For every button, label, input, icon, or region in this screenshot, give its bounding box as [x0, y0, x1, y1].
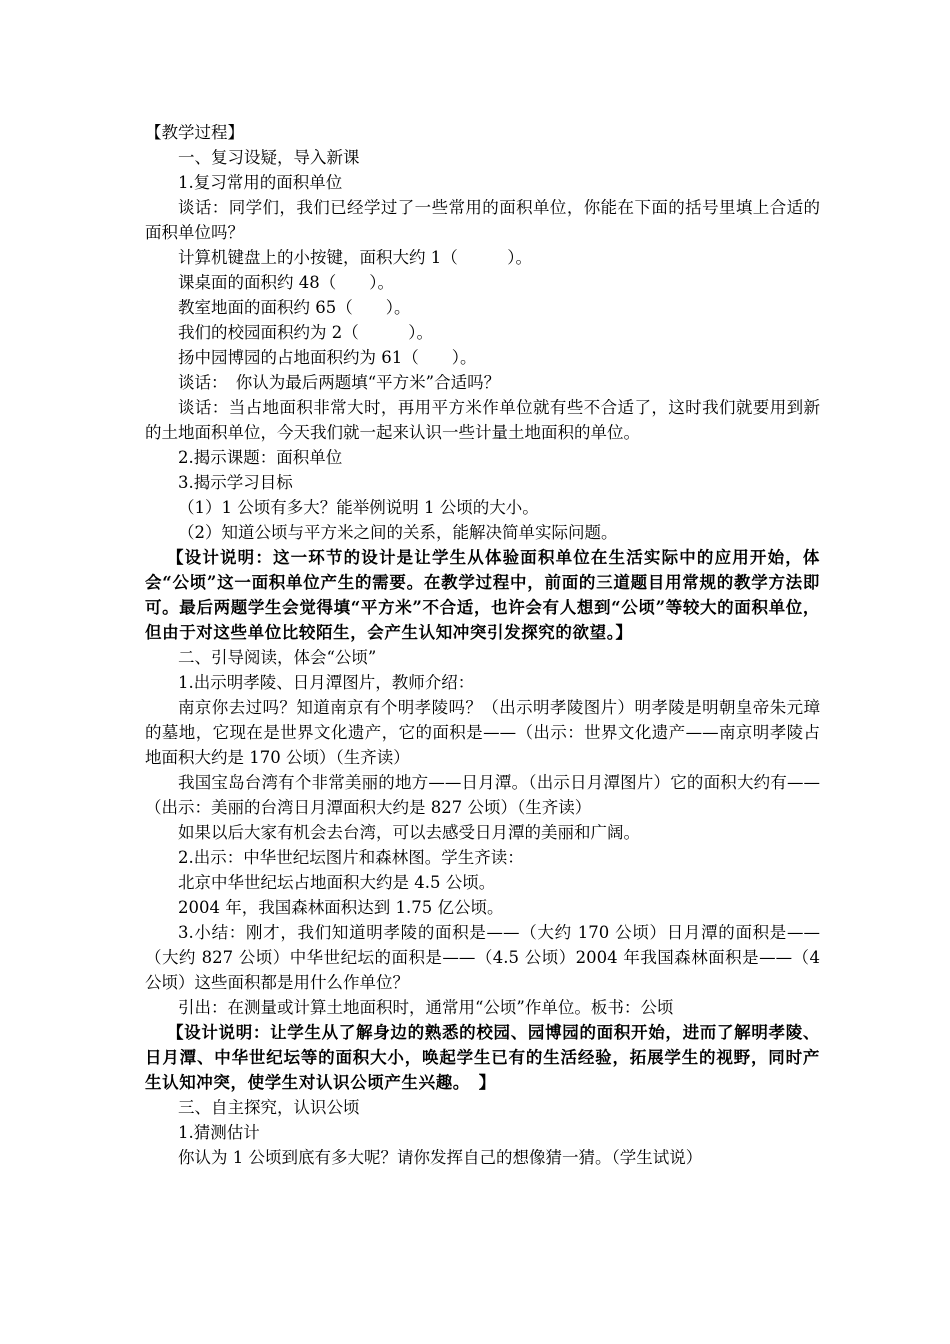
paragraph: 你认为 1 公顷到底有多大呢？请你发挥自己的想像猜一猜。（学生试说）: [178, 1148, 703, 1167]
paragraph: 南京你去过吗？知道南京有个明孝陵吗？（出示明孝陵图片）明孝陵是明朝皇帝朱元璋的墓地，它现在是世界文化遗产，它的面积是——（出示：世界文化遗产——南京明孝陵占地面积大约是 170 公顷）（生齐读）: [145, 698, 820, 767]
paragraph: 我国宝岛台湾有个非常美丽的地方——日月潭。（出示日月潭图片）它的面积大约有——（出示：美丽的台湾日月潭面积大约是 827 公顷）（生齐读）: [145, 773, 820, 817]
subheading-reading: 二、引导阅读，体会“公顷”: [178, 648, 377, 667]
exercise-item: 扬中园博园的占地面积约为 61（ ）。: [178, 348, 477, 367]
exercise-item: 我们的校园面积约为 2（ ）。: [178, 323, 433, 342]
paragraph: 2.出示：中华世纪坛图片和森林图。学生齐读：: [178, 848, 524, 867]
subheading-explore: 三、自主探究，认识公顷: [178, 1098, 360, 1117]
paragraph: 如果以后大家有机会去台湾，可以去感受日月潭的美丽和广阔。: [178, 823, 640, 842]
paragraph: 1.出示明孝陵、日月潭图片，教师介绍：: [178, 673, 475, 692]
goal-item: （2）知道公顷与平方米之间的关系，能解决简单实际问题。: [178, 523, 618, 542]
paragraph: 谈话：当占地面积非常大时，再用平方米作单位就有些不合适了，这时我们就要用到新的土地面积单位，今天我们就一起来认识一些计量土地面积的单位。: [145, 398, 820, 442]
section-heading: 【教学过程】: [145, 123, 244, 142]
paragraph: 引出：在测量或计算土地面积时，通常用“公顷”作单位。板书：公顷: [178, 998, 674, 1017]
exercise-item: 课桌面的面积约 48（ ）。: [178, 273, 394, 292]
paragraph: 谈话：同学们，我们已经学过了一些常用的面积单位，你能在下面的括号里填上合适的面积单位吗？: [145, 198, 820, 242]
exercise-item: 教室地面的面积约 65（ ）。: [178, 298, 411, 317]
paragraph: 2.揭示课题：面积单位: [178, 448, 343, 467]
paragraph: 2004 年，我国森林面积达到 1.75 亿公顷。: [178, 898, 504, 917]
paragraph: 1.猜测估计: [178, 1123, 260, 1142]
paragraph: 3.小结：刚才，我们知道明孝陵的面积是——（大约 170 公顷）日月潭的面积是——（大约 827 公顷）中华世纪坛的面积是——（4.5 公顷）2004 年我国森林面积是——（4 公顷）这些面积都是用什么作单位？: [145, 923, 820, 992]
document-page: [145, 120, 820, 1170]
design-note: 【设计说明：这一环节的设计是让学生从体验面积单位在生活实际中的应用开始，体会“公顷”这一面积单位产生的需要。在教学过程中，前面的三道题目用常规的教学方法即可。最后两题学生会觉得填“平方米”不合适，也许会有人想到“公顷”等较大的面积单位，但由于对这些单位比较陌生，会产生认知冲突引发探究的欲望。】: [145, 548, 820, 642]
paragraph: 北京中华世纪坛占地面积大约是 4.5 公顷。: [178, 873, 496, 892]
design-note: 【设计说明：让学生从了解身边的熟悉的校园、园博园的面积开始，进而了解明孝陵、日月潭、中华世纪坛等的面积大小，唤起学生已有的生活经验，拓展学生的视野，同时产生认知冲突，使学生对认识公顷产生兴趣。 】: [145, 1023, 820, 1092]
subheading-review: 一、复习设疑，导入新课: [178, 148, 360, 167]
goal-item: （1）1 公顷有多大？能举例说明 1 公顷的大小。: [178, 498, 539, 517]
paragraph: 3.揭示学习目标: [178, 473, 293, 492]
exercise-item: 计算机键盘上的小按键，面积大约 1（ ）。: [178, 248, 532, 267]
paragraph: 谈话： 你认为最后两题填“平方米”合适吗？: [178, 373, 501, 392]
paragraph: 1.复习常用的面积单位: [178, 173, 343, 192]
